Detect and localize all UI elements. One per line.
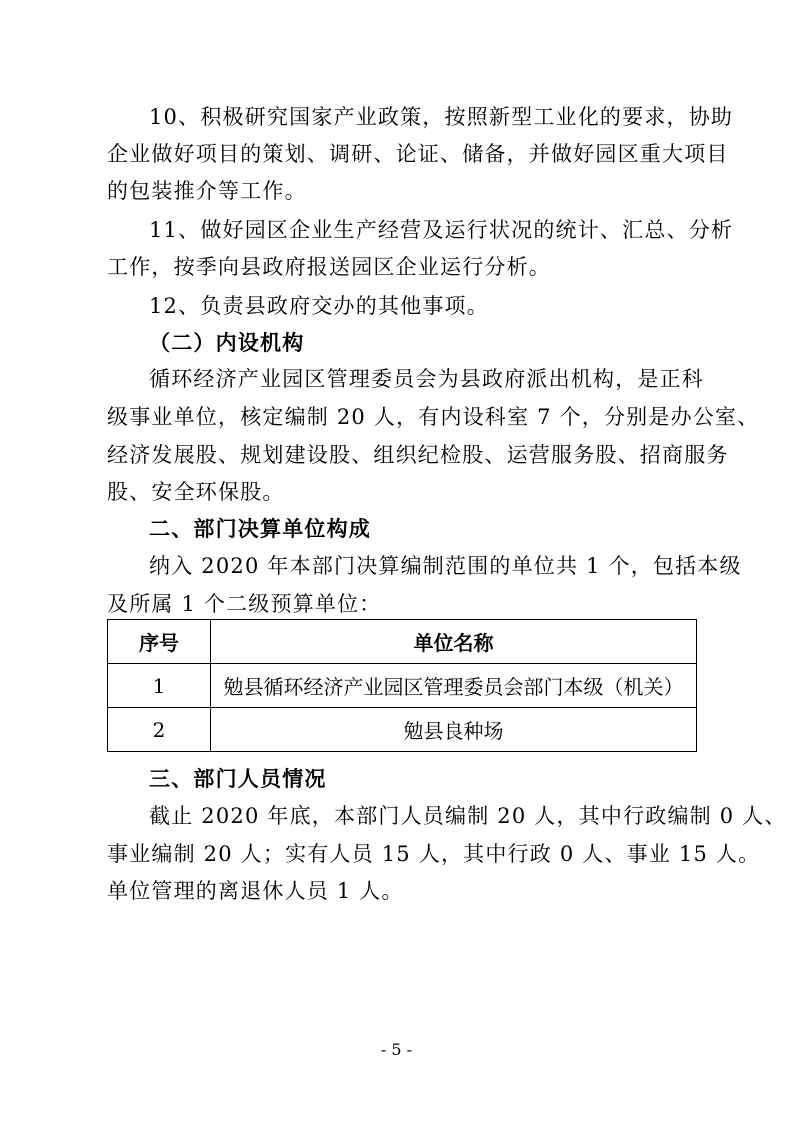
table-header-index: 序号 [108,620,211,664]
section-internal-heading: （二）内设机构 [149,331,305,355]
section-units-line2: 及所属 1 个二级预算单位： [107,592,382,616]
table-header-unit-name: 单位名称 [211,620,697,664]
section-units-line1: 纳入 2020 年本部门决算编制范围的单位共 1 个，包括本级 [149,554,742,578]
item10-line2: 企业做好项目的策划、调研、论证、储备，并做好园区重大项目 [107,142,729,166]
section-internal-line1: 循环经济产业园区管理委员会为县政府派出机构，是正科 [149,367,704,391]
section-internal-line2: 级事业单位，核定编制 20 人，有内设科室 7 个，分别是办公室、 [107,405,760,429]
section-staff-line3: 单位管理的离退休人员 1 人。 [107,879,404,903]
section-staff-line2: 事业编制 20 人；实有人员 15 人，其中行政 0 人、事业 15 人。 [107,842,761,866]
table-row [108,664,697,708]
section-staff-heading: 三、部门人员情况 [149,767,327,791]
section-units-heading: 二、部门决算单位构成 [149,517,371,541]
table-cell-index: 1 [108,664,211,708]
item10-line3: 的包装推介等工作。 [107,179,307,203]
section-internal-line4: 股、安全环保股。 [107,480,285,504]
section-staff-line1: 截止 2020 年底，本部门人员编制 20 人，其中行政编制 0 人、 [149,804,787,828]
table-cell-unit-name: 勉县良种场 [211,708,697,752]
table-cell-unit-name: 勉县循环经济产业园区管理委员会部门本级（机关） [211,664,697,708]
table-row [108,708,697,752]
item11-line1: 11、做好园区企业生产经营及运行状况的统计、汇总、分析 [149,218,734,242]
item12-line1: 12、负责县政府交办的其他事项。 [149,294,489,318]
section-internal-line3: 经济发展股、规划建设股、组织纪检股、运营服务股、招商服务 [107,443,729,467]
item10-line1: 10、积极研究国家产业政策，按照新型工业化的要求，协助 [149,105,734,129]
table-header-row [108,620,697,664]
units-table [107,619,697,752]
table-cell-index: 2 [108,708,211,752]
page-number: - 5 - [380,1040,413,1059]
item11-line2: 工作，按季向县政府报送园区企业运行分析。 [107,255,551,279]
